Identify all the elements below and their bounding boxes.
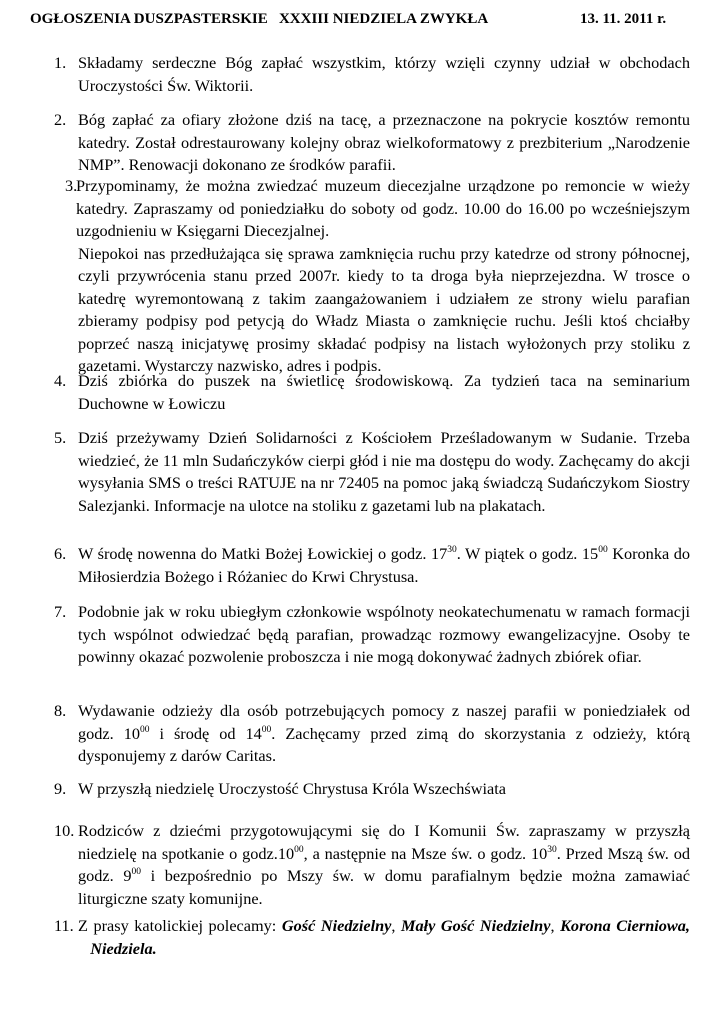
announcement-item-7 (54, 601, 690, 669)
item-number: 4. (54, 371, 67, 390)
magazine-title: Gość Niedzielny (281, 916, 392, 935)
announcement-item-4 (54, 370, 690, 415)
item-text: Podobnie jak w roku ubiegłym członkowie wspólnoty neokatechumenatu w ramach formacji tych wspólnot odwiedzać będą parafian, prowadząc rozmowy ewangelizacyjne. Osoby te powinny okazać pozwolenie proboszcza i nie mogą dokonywać żadnych zbiórek ofiar. (78, 602, 690, 666)
announcement-item-3 (54, 175, 690, 378)
header-title: OGŁOSZENIA DUSZPASTERSKIE (30, 11, 268, 27)
item-number: 6. (54, 544, 67, 563)
announcement-item-5 (54, 427, 690, 517)
item-text: Przypominamy, że można zwiedzać muzeum diecezjalne urządzone po remoncie w wieży katedry. Zapraszamy od poniedziałku do soboty od godz. 10.00 do 16.00 po wcześniejszym uzgodnieniu w Księgarni Diecezjalnej. (76, 176, 690, 240)
item-number: 8. (54, 701, 67, 720)
item-number: 11. (54, 916, 74, 935)
header-sunday: XXXIII NIEDZIELA ZWYKŁA (278, 11, 489, 27)
item-number: 1. (54, 53, 67, 72)
item-text: Dziś zbiórka do puszek na świetlicę środowiskową. Za tydzień taca na seminarium Duchowne w Łowiczu (78, 371, 690, 413)
item-number: 7. (54, 602, 67, 621)
item-number: 9. (54, 779, 67, 798)
announcement-item-11 (54, 915, 690, 960)
item-text: W środę nowenna do Matki Bożej Łowickiej o godz. $17^{30}$. W piątek o godz. $15^{00}$ Koronka do Miłosierdzia Bożego i Różaniec do Krwi Chrystusa. (78, 544, 691, 586)
item-number: 2. (54, 110, 67, 129)
item-text: Bóg zapłać za ofiary złożone dziś na tacę, a przeznaczone na pokrycie kosztów remontu katedry. Został odrestaurowany kolejny obraz wielkoformatowy z prezbiterium „Narodzenie NMP”. Renowacji dokonano ze środków parafii. (78, 110, 690, 174)
magazine-title: Korona Cierniowa, (560, 916, 691, 935)
announcement-item-2 (54, 109, 690, 177)
item-text: Wydawanie odzieży dla osób potrzebujących pomocy z naszej parafii w poniedziałek od godz. $10^{00}$ i środę od $14^{00}$. Zachęcamy przed zimą do skorzystania z odzieży, którą dysponujemy z darów Caritas. (78, 701, 690, 765)
announcement-item-9 (54, 778, 690, 801)
item-text: Składamy serdeczne Bóg zapłać wszystkim, którzy wzięli czynny udział w obchodach Uroczystości Św. Wiktorii. (78, 53, 690, 95)
announcement-item-1 (54, 52, 690, 97)
announcement-item-6 (54, 543, 690, 588)
item-number: 5. (54, 428, 67, 447)
magazine-title: Niedziela. (90, 938, 157, 958)
announcement-item-10 (54, 820, 690, 910)
item-text: Z prasy katolickiej polecamy: Gość Niedzielny, Mały Gość Niedzielny, Korona Cierniowa, Niedziela. (78, 916, 691, 958)
item-text: W przyszłą niedzielę Uroczystość Chrystusa Króla Wszechświata (78, 779, 506, 798)
header-date: 13. 11. 2011 r. (580, 11, 667, 27)
document-header (30, 10, 690, 28)
announcement-item-8 (54, 700, 690, 768)
item-text: Rodziców z dziećmi przygotowującymi się do I Komunii Św. zapraszamy w przyszłą niedzielę na spotkanie o $godz.10^{00}$, a następnie na Msze św. o godz. $10^{30}$. Przed Mszą św. od godz. $9^{00}$ i bezpośrednio po Mszy św. w domu parafialnym będzie można zamawiać liturgiczne szaty komunijne. (78, 821, 690, 908)
item-number: 3. (65, 176, 78, 195)
magazine-title: Mały Gość Niedzielny (401, 916, 551, 935)
item-text-continued: Niepokoi nas przedłużająca się sprawa zamknięcia ruchu przy katedrze od strony północnej, czyli przywrócenia stanu przed 2007r. kiedy to ta droga była nieprzejezdna. W trosce o katedrę wyremontowaną z takim zaangażowaniem i udziałem ze strony wielu parafian zbieramy podpisy pod petycją do Władz Miasta o zamknięcie ruchu. Jeśli ktoś chciałby poprzeć naszą inicjatywę prosimy składać podpisy na listach wyłożonych przy stoliku z gazetami. Wystarczy nazwisko, adres i podpis. (78, 243, 690, 375)
item-text: Dziś przeżywamy Dzień Solidarności z Kościołem Prześladowanym w Sudanie. Trzeba wiedzieć, że 11 mln Sudańczyków cierpi głód i nie ma dostępu do wody. Zachęcamy do akcji wysyłania SMS o treści RATUJE na nr 72405 na pomoc jaką świadczą Sudańczykom Siostry Salezjanki. Informacje na ulotce na stoliku z gazetami lub na plakatach. (78, 428, 690, 515)
item-number: 10. (54, 821, 75, 840)
